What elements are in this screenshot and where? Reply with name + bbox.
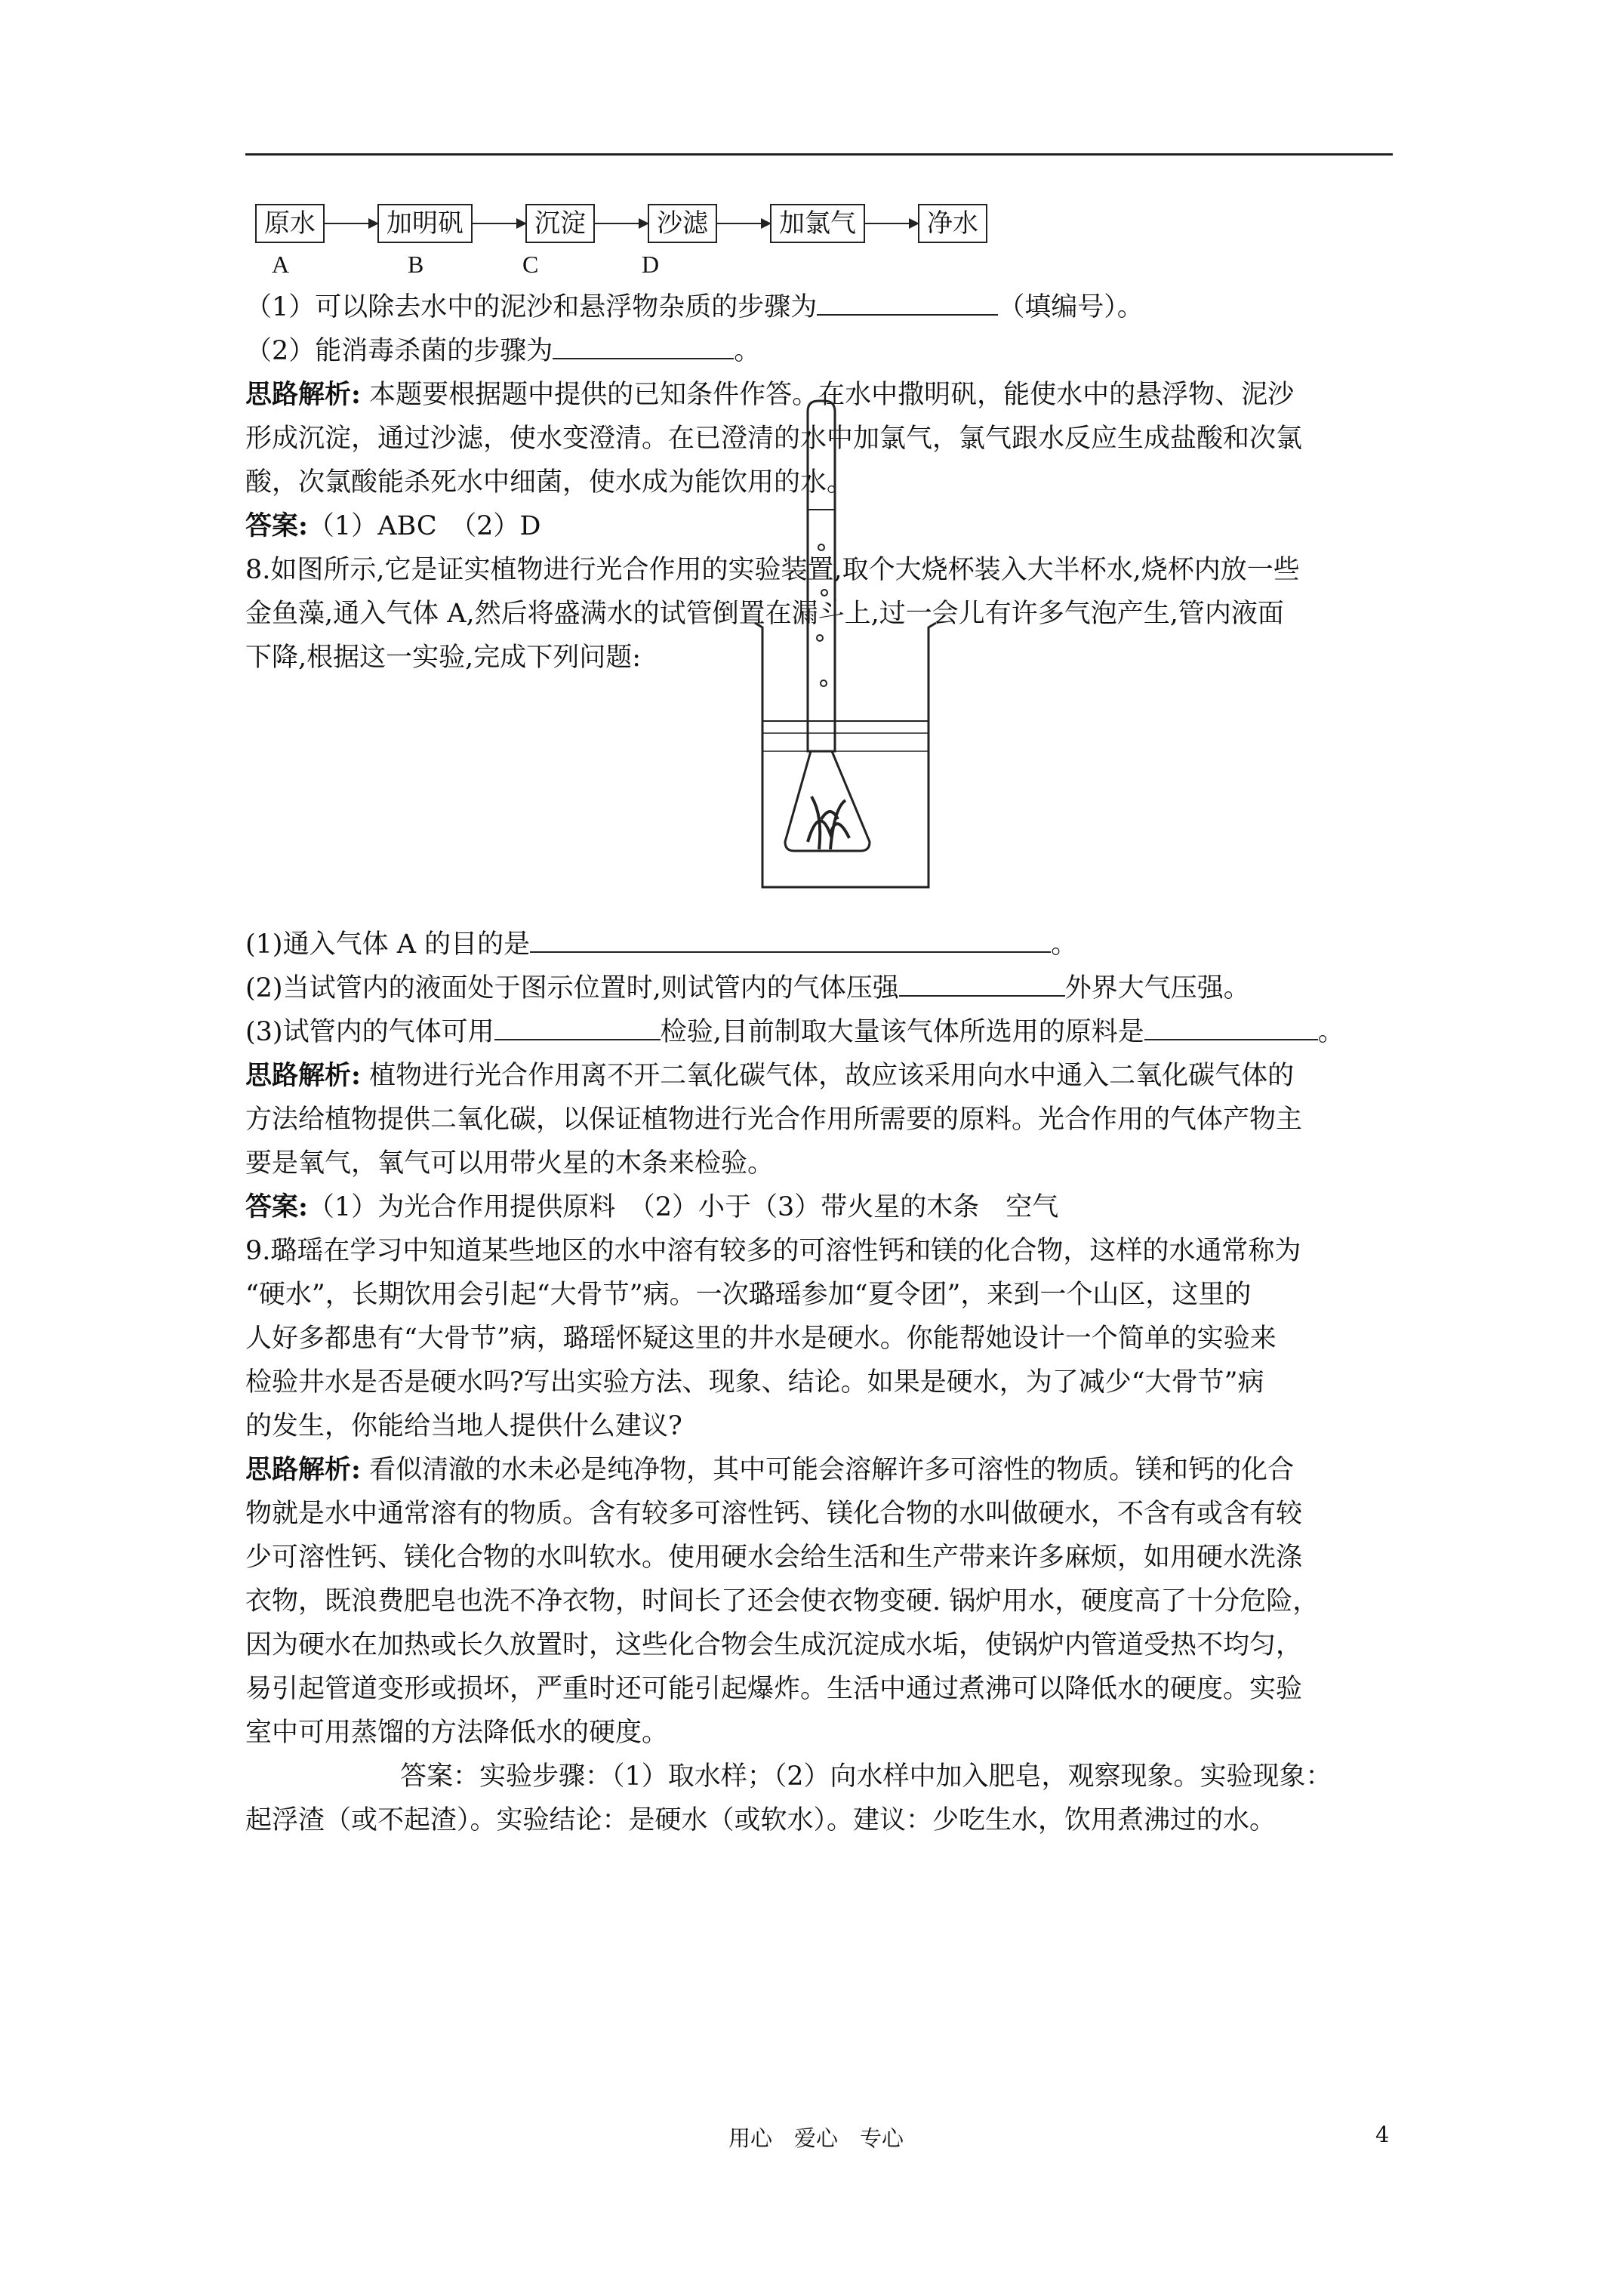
q7-sub1: （1）可以除去水中的泥沙和悬浮物杂质的步骤为 （填编号）。 bbox=[245, 285, 1400, 329]
q8-answer: 答案:（1）为光合作用提供原料 （2）小于（3）带火星的木条 空气 bbox=[245, 1191, 1059, 1222]
q8-stem-line: 8.如图所示,它是证实植物进行光合作用的实验装置,取个大烧杯装入大半杯水,烧杯内放一些 bbox=[245, 555, 1300, 585]
flow-label-d: D bbox=[642, 251, 660, 278]
answer-blank[interactable] bbox=[899, 971, 1065, 997]
q9-analysis-line: 物就是水中通常溶有的物质。含有较多可溶性钙、镁化合物的水叫做硬水，不含有或含有较 bbox=[245, 1499, 1303, 1529]
q8-analysis-line: 方法给植物提供二氧化碳，以保证植物进行光合作用所需要的原料。光合作用的气体产物主 bbox=[245, 1105, 1303, 1135]
q9-answer-line: 起浮渣（或不起渣）。实验结论：是硬水（或软水）。建议：少吃生水，饮用煮沸过的水。 bbox=[245, 1805, 1277, 1835]
q7-analysis-line: 思路解析: 本题要根据题中提供的已知条件作答。在水中撒明矾，能使水中的悬浮物、泥沙 bbox=[245, 379, 1295, 410]
answer-blank[interactable] bbox=[530, 927, 1051, 953]
q7-sub2: （2）能消毒杀菌的步骤为 。 bbox=[245, 329, 1400, 373]
q9-stem-line: 检验井水是否是硬水吗?写出实验方法、现象、结论。如果是硬水，为了减少“大骨节”病 bbox=[245, 1367, 1264, 1398]
q8-sub3: (3)试管内的气体可用 检验,目前制取大量该气体所选用的原料是 。 bbox=[245, 1010, 1400, 1054]
q9-stem-line: “硬水”，长期饮用会引起“大骨节”病。一次璐瑶参加“夏令团”，来到一个山区，这里的 bbox=[245, 1280, 1252, 1310]
flow-label-a: A bbox=[272, 251, 290, 278]
q9-analysis-line: 易引起管道变形或损坏，严重时还可能引起爆炸。生活中通过煮沸可以降低水的硬度。实验 bbox=[245, 1674, 1303, 1704]
flow-label-b: B bbox=[408, 251, 424, 278]
flow-arrow bbox=[865, 223, 918, 224]
flow-box-sand-filter: 沙滤 bbox=[648, 204, 717, 243]
flow-arrow bbox=[325, 223, 377, 224]
header-rule bbox=[245, 153, 1393, 156]
q8-analysis-line: 思路解析: 植物进行光合作用离不开二氧化碳气体，故应该采用向水中通入二氧化碳气体的 bbox=[245, 1060, 1295, 1091]
footer-motto: 用心 爱心 专心 bbox=[728, 2125, 904, 2151]
flow-arrow bbox=[473, 223, 525, 224]
q9-analysis-line: 衣物，既浪费肥皂也洗不净衣物，时间长了还会使衣物变硬. 锅炉用水，硬度高了十分危险， bbox=[245, 1586, 1320, 1616]
flow-box-raw-water: 原水 bbox=[255, 204, 325, 243]
answer-blank[interactable] bbox=[553, 334, 734, 359]
q8-sub2: (2)当试管内的液面处于图示位置时,则试管内的气体压强 外界大气压强。 bbox=[245, 966, 1400, 1010]
q9-analysis-line: 因为硬水在加热或长久放置时，这些化合物会生成沉淀成水垢，使锅炉内管道受热不均匀， bbox=[245, 1630, 1303, 1660]
flow-label-c: C bbox=[522, 251, 539, 278]
q9-stem-line: 人好多都患有“大骨节”病，璐瑶怀疑这里的井水是硬水。你能帮她设计一个简单的实验来 bbox=[245, 1324, 1277, 1354]
answer-blank[interactable] bbox=[1144, 1015, 1318, 1040]
flow-box-sediment: 沉淀 bbox=[525, 204, 595, 243]
photosynthesis-apparatus-figure bbox=[747, 396, 944, 917]
answer-blank[interactable] bbox=[817, 290, 998, 316]
q7-analysis-line: 形成沉淀，通过沙滤，使水变澄清。在已澄清的水中加氯气，氯气跟水反应生成盐酸和次氯 bbox=[245, 424, 1303, 454]
flow-box-clean-water: 净水 bbox=[918, 204, 987, 243]
q7-analysis-line: 酸，次氯酸能杀死水中细菌，使水成为能饮用的水。 bbox=[245, 467, 854, 498]
q9-analysis-line: 思路解析: 看似清澈的水未必是纯净物，其中可能会溶解许多可溶性的物质。镁和钙的化合 bbox=[245, 1454, 1295, 1485]
q8-analysis-line: 要是氧气，氧气可以用带火星的木条来检验。 bbox=[245, 1148, 775, 1179]
flow-box-add-alum: 加明矾 bbox=[377, 204, 473, 243]
q9-analysis-line: 室中可用蒸馏的方法降低水的硬度。 bbox=[245, 1718, 669, 1748]
water-purification-flowchart bbox=[255, 204, 987, 243]
flow-arrow bbox=[595, 223, 648, 224]
q9-stem-line: 9.璐瑶在学习中知道某些地区的水中溶有较多的可溶性钙和镁的化合物，这样的水通常称为 bbox=[245, 1236, 1301, 1266]
flow-box-add-chlorine: 加氯气 bbox=[770, 204, 865, 243]
q9-answer-line: 答案：实验步骤：（1）取水样；（2）向水样中加入肥皂，观察现象。实验现象： bbox=[400, 1761, 1332, 1792]
q8-stem-line: 下降,根据这一实验,完成下列问题: bbox=[245, 643, 642, 673]
q7-answer: 答案:（1）ABC （2）D bbox=[245, 510, 541, 541]
q9-stem-line: 的发生，你能给当地人提供什么建议? bbox=[245, 1411, 682, 1441]
q9-analysis-line: 少可溶性钙、镁化合物的水叫软水。使用硬水会给生活和生产带来许多麻烦，如用硬水洗涤 bbox=[245, 1542, 1303, 1573]
flow-arrow bbox=[717, 223, 770, 224]
q8-sub1: (1)通入气体 A 的目的是 。 bbox=[245, 923, 1400, 966]
q8-stem-line: 金鱼藻,通入气体 A,然后将盛满水的试管倒置在漏斗上,过一会儿有许多气泡产生,管内液面 bbox=[245, 599, 1284, 629]
page-number: 4 bbox=[1375, 2122, 1390, 2147]
answer-blank[interactable] bbox=[494, 1015, 661, 1040]
